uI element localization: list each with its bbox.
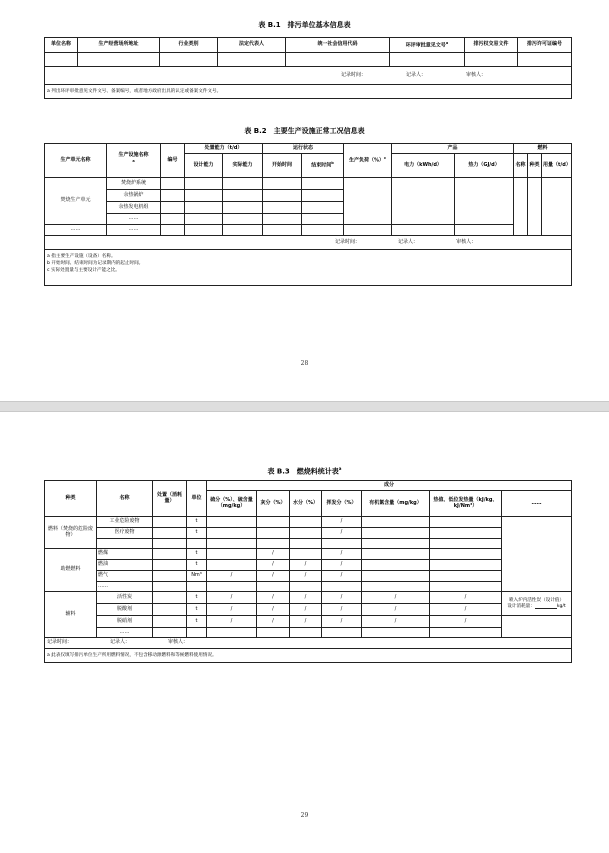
b3-cell (362, 528, 430, 539)
b1-footnote: a 列出环评审批意见文件文号、备案编号，或者地方政府出具的认定或备案文件文号。 (45, 85, 572, 99)
b3-cell: / (362, 592, 430, 604)
b3-row-name: 燃气 (97, 571, 153, 582)
b3-row-name: 燃油 (97, 560, 153, 571)
b2-record-time: 记录时间： (335, 238, 361, 245)
b3-cell (257, 528, 290, 539)
b2-footnote-b: b 开始时间、结束时间为记录期内的起止时间。 (47, 261, 144, 267)
b3-row-unit: t (187, 560, 207, 571)
b2-header-start: 开始时间 (263, 154, 302, 178)
table-row (45, 560, 572, 571)
b2-unit-name: 焚烧生产单元 (45, 178, 107, 225)
table-b3-caption: 表 B.3 燃烧料统计表$^a$ (267, 466, 342, 476)
b3-remark-blank (535, 604, 557, 609)
b2-record-row (45, 236, 572, 250)
b3-cell: / (257, 592, 290, 604)
b2-header-fuel-use: 用量（t/d） (542, 154, 572, 178)
b3-cell: / (322, 517, 362, 528)
b3-row-unit: t (187, 616, 207, 628)
b3-cell: / (257, 549, 290, 560)
b2-header-code: 编号 (161, 144, 185, 178)
b3-header-volatile: 挥发分（%） (322, 491, 362, 517)
table-row (45, 582, 572, 592)
b1-record-row (45, 67, 572, 85)
b3-row-name: 脱硝剂 (97, 616, 153, 628)
b3-cell: / (290, 571, 322, 582)
b2-reviewer: 审核人： (456, 238, 477, 245)
b3-row-name: …… (97, 582, 153, 592)
b2-recorder: 记录人： (398, 238, 419, 245)
b3-cell (362, 549, 430, 560)
b3-group-kind: 辅料 (45, 592, 97, 638)
b3-cell (290, 549, 322, 560)
b3-cell (362, 517, 430, 528)
b2-header-actual-cap: 实际能力 (223, 154, 263, 178)
b3-row-name: …… (97, 628, 153, 638)
b2-more-unit: …… (45, 225, 107, 236)
b1-header-industry: 行业类别 (160, 38, 218, 53)
b3-row-name: 燃煤 (97, 549, 153, 560)
b3-cell: / (322, 560, 362, 571)
b3-header-water: 水分（%） (290, 491, 322, 517)
b2-header-fuel-kind: 种类 (528, 154, 542, 178)
table-b3 (44, 480, 572, 663)
b3-remark (502, 592, 572, 616)
b3-cell (430, 528, 502, 539)
b3-footnote: a 此表仅填写排污单位生产所用燃料情况，不包含移动源燃料和等候燃料使用情况。 (45, 649, 572, 663)
table-b2-caption: 表 B.2 主要生产设施正常工况信息表 (244, 127, 365, 135)
b3-cell (207, 517, 257, 528)
b2-header-fuel-name: 名称 (514, 154, 528, 178)
b3-cell (362, 571, 430, 582)
b2-header-product: 产品 (392, 144, 514, 154)
b2-facility-name: 余热锅炉 (107, 190, 161, 202)
b3-header-sulfur: 硫分（%）、硫含量（mg/kg） (207, 491, 257, 517)
table-row (45, 178, 572, 190)
b1-recorder: 记录人： (405, 71, 426, 78)
table-row (45, 539, 572, 549)
table-row (45, 528, 572, 539)
b2-header-fuel: 燃料 (514, 144, 572, 154)
b3-cell (430, 571, 502, 582)
b1-header-unit-name: 单位名称 (45, 38, 78, 53)
b3-header-more: …… (502, 491, 572, 517)
b2-facility-name: …… (107, 214, 161, 225)
b2-header-heat: 热力（GJ/d） (455, 154, 514, 178)
document-page-29 (0, 412, 609, 853)
b3-recorder: 记录人： (110, 639, 131, 646)
table-row (45, 53, 572, 67)
b2-header-design-cap: 设计能力 (185, 154, 223, 178)
b3-cell: / (362, 616, 430, 628)
b2-header-facility: 生产设施名称 $^a$ (107, 144, 161, 178)
b3-group-kind: 助燃燃料 (45, 549, 97, 592)
b3-cell (207, 549, 257, 560)
b3-cell: / (322, 549, 362, 560)
b3-row-name: 医疗废物 (97, 528, 153, 539)
b3-row-name: 活性炭 (97, 592, 153, 604)
b3-record-row (45, 638, 572, 649)
b3-row-unit: t (187, 549, 207, 560)
b2-header-power: 电力（kWh/d） (392, 154, 455, 178)
b2-footnote-a: a 指主要生产设施（设备）名称。 (47, 254, 116, 259)
b3-cell (362, 560, 430, 571)
b3-cell: / (322, 571, 362, 582)
b3-cell: / (322, 604, 362, 616)
table-b2 (44, 143, 572, 286)
b3-cell (430, 517, 502, 528)
b3-cell: / (322, 528, 362, 539)
b3-cell: / (290, 592, 322, 604)
b3-cell: / (362, 604, 430, 616)
b3-cell: / (257, 571, 290, 582)
table-b1 (44, 37, 572, 99)
b1-header-permit-no: 排污许可证编号 (518, 38, 572, 53)
b3-row-unit: t (187, 517, 207, 528)
b1-reviewer: 审核人： (465, 71, 486, 78)
b3-cell (430, 560, 502, 571)
b3-row-unit: t (187, 604, 207, 616)
b3-header-ash: 灰分（%） (257, 491, 290, 517)
b2-facility-name: 焚烧炉系统 (107, 178, 161, 190)
document-page-28 (0, 0, 609, 401)
b3-header-name: 名称 (97, 481, 153, 517)
page-separator (0, 401, 609, 412)
b3-cell (207, 528, 257, 539)
table-row (45, 571, 572, 582)
b3-header-heat-value: 热值、低位发热量（kJ/kg、kJ/Nm³） (430, 491, 502, 517)
b3-cell: / (207, 616, 257, 628)
b3-row-unit: t (187, 528, 207, 539)
b3-header-kind: 种类 (45, 481, 97, 517)
b3-cell: / (322, 616, 362, 628)
b3-cell: / (207, 604, 257, 616)
b3-cell: / (430, 604, 502, 616)
table-row (45, 616, 572, 628)
b3-group-kind: 燃料（焚烧的危险废物） (45, 517, 97, 549)
b3-cell (430, 549, 502, 560)
b1-header-legal-rep: 法定代表人 (218, 38, 286, 53)
b2-facility-name: 余热发电机组 (107, 202, 161, 214)
b3-row-name: 脱酸剂 (97, 604, 153, 616)
table-row (45, 628, 572, 638)
b2-footnotes (45, 250, 572, 286)
b3-cell: / (290, 560, 322, 571)
b1-header-address: 生产经营场所地址 (78, 38, 160, 53)
b3-reviewer: 审核人： (168, 639, 189, 646)
table-row (45, 225, 572, 236)
b3-cell: / (207, 592, 257, 604)
b1-header-eia-doc: 环评审批意见文号$^a$ (390, 38, 465, 53)
page-number: 29 (300, 812, 309, 819)
b3-cell: / (322, 592, 362, 604)
b3-cell (290, 517, 322, 528)
b2-header-unit: 生产单元名称 (45, 144, 107, 178)
b2-more-facility: …… (107, 225, 161, 236)
b1-header-credit-code: 统一社会信用代码 (286, 38, 390, 53)
b3-cell: / (207, 571, 257, 582)
b3-row-unit: Nm³ (187, 571, 207, 582)
b3-header-composition: 成分 (207, 481, 572, 491)
b3-cell: / (430, 592, 502, 604)
b3-cell (207, 560, 257, 571)
b3-cell: / (257, 616, 290, 628)
b1-header-trading-doc: 排污权交易文件 (465, 38, 518, 53)
table-row (45, 517, 572, 528)
b3-cell: / (257, 604, 290, 616)
table-row (45, 549, 572, 560)
b2-header-capacity: 处置能力（t/d） (185, 144, 263, 154)
table-row (45, 592, 572, 604)
b2-header-state: 运行状态 (263, 144, 344, 154)
b1-record-time: 记录时间： (340, 71, 366, 78)
b3-header-unit: 单位 (187, 481, 207, 517)
b3-record-time: 记录时间： (47, 639, 73, 646)
b2-header-end: 结束时间$^b$ (302, 154, 344, 178)
b3-header-organic-chlorine: 有机氯含量（mg/kg） (362, 491, 430, 517)
b3-row-unit: t (187, 592, 207, 604)
table-b1-caption: 表 B.1 排污单位基本信息表 (258, 21, 351, 29)
b3-header-amount: 处置（消耗量） (153, 481, 187, 517)
b3-cell (257, 517, 290, 528)
b3-cell: / (430, 616, 502, 628)
b3-remark-line-2: 设计消耗量： kg/t (507, 603, 566, 609)
b3-cell: / (290, 604, 322, 616)
page-number: 28 (300, 360, 309, 367)
b3-cell: / (257, 560, 290, 571)
b2-footnote-c: c 实际处置量与主要设计产能之比。 (47, 268, 120, 274)
b3-remark-line-1: 喷入炉内活性炭（设计值） (508, 598, 565, 604)
b2-header-load: 生产负荷（%）$^c$ (344, 144, 392, 178)
b3-row-name: 工业危险废物 (97, 517, 153, 528)
b3-cell: / (290, 616, 322, 628)
table-row (45, 604, 572, 616)
b3-cell (290, 528, 322, 539)
